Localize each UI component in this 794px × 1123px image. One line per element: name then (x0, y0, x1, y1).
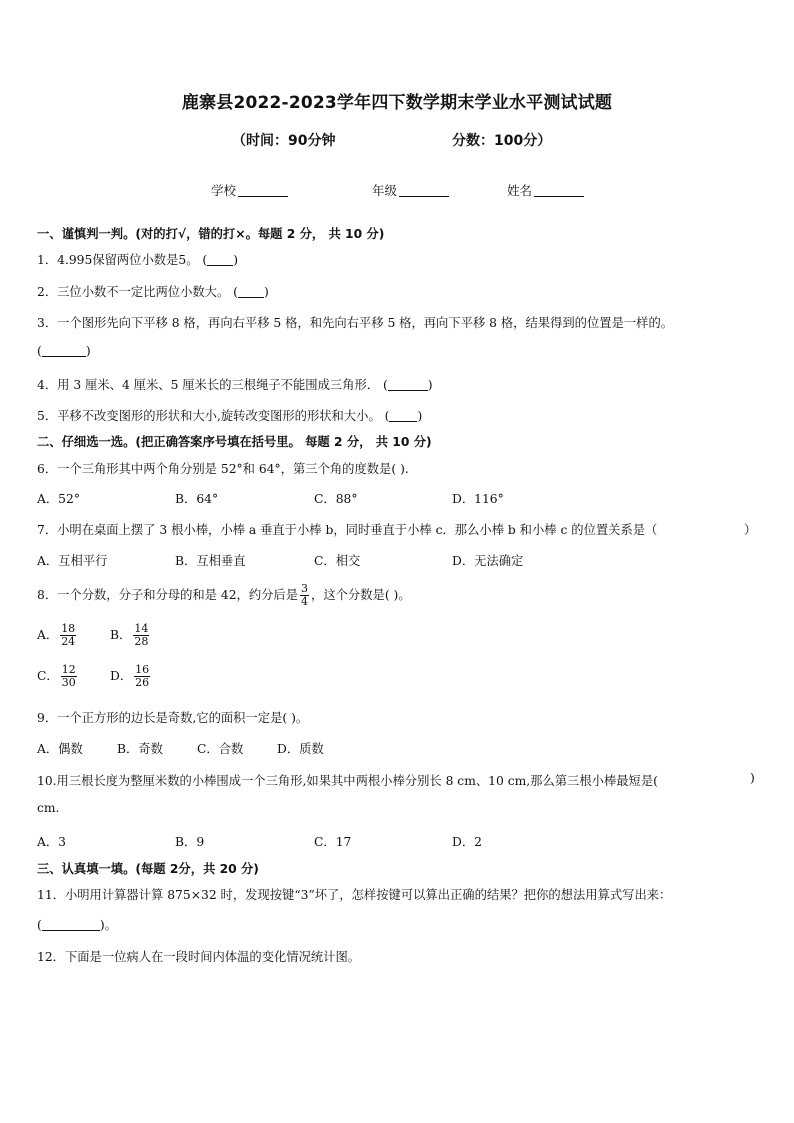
q7-option-c[interactable]: C．相交 (314, 554, 361, 568)
question-8-text-a: 8．一个分数，分子和分母的和是 42，约分后是 (37, 588, 299, 602)
question-2 (37, 282, 269, 300)
q9-option-a[interactable]: A．偶数 (37, 742, 83, 756)
numerator: 14 (134, 622, 149, 635)
fraction (133, 623, 149, 648)
paren-close: )。 (99, 918, 117, 932)
q9-option-b[interactable]: B．奇数 (117, 742, 163, 756)
q8-option-d[interactable] (110, 664, 152, 689)
q6-option-d[interactable]: D．116° (452, 492, 504, 506)
q7-option-a[interactable]: A．互相平行 (37, 554, 108, 568)
paren-open: ( (37, 344, 42, 358)
q8-option-a[interactable] (37, 623, 78, 648)
grade-label: 年级 (372, 183, 398, 198)
section-2-heading: 二、仔细选一选。(把正确答案序号填在括号里。 每题 2 分， 共 10 分) (37, 435, 432, 449)
q10-option-c[interactable]: C．17 (314, 835, 352, 849)
denominator: 30 (61, 676, 76, 689)
paren-close: ) (85, 344, 91, 358)
option-label: D． (110, 669, 133, 683)
numerator: 12 (61, 663, 76, 676)
question-10-end: ) (750, 771, 755, 785)
section-1-heading: 一、谨慎判一判。(对的打√，错的打×。每题 2 分， 共 10 分) (37, 227, 385, 241)
paren-open: ( (37, 918, 42, 932)
question-8 (37, 583, 411, 608)
question-11: 11．小明用计算器计算 875×32 时，发现按键“3”坏了，怎样按键可以算出正确的结果？把你的想法用算式写出来： (37, 888, 672, 902)
fraction (61, 664, 77, 689)
name-label: 姓名 (507, 183, 533, 198)
q9-option-d[interactable]: D．质数 (277, 742, 324, 756)
numerator: 16 (135, 663, 150, 676)
answer-blank[interactable] (389, 410, 417, 422)
answer-blank[interactable] (42, 345, 86, 357)
question-12: 12．下面是一位病人在一段时间内体温的变化情况统计图。 (37, 950, 361, 964)
denominator: 4 (301, 595, 309, 608)
q8-option-b[interactable] (110, 623, 151, 648)
question-1-text: 1．4.995保留两位小数是5。 ( (37, 253, 208, 267)
question-4 (37, 375, 433, 393)
grade-field (372, 181, 449, 199)
question-11-answer (37, 915, 117, 933)
question-3: 3．一个图形先向下平移 8 格，再向右平移 5 格，和先向右平移 5 格，再向下平移 8 格，结果得到的位置是一样的。 (37, 316, 674, 330)
answer-blank[interactable] (388, 379, 428, 391)
question-5 (37, 406, 422, 424)
option-label: B． (110, 628, 132, 642)
question-2-end: ) (263, 285, 269, 299)
q10-option-a[interactable]: A．3 (37, 835, 67, 849)
question-10: 10.用三根长度为整厘米数的小棒围成一个三角形,如果其中两根小棒分别长 8 cm、10 cm,那么第三根小棒最短是( (37, 774, 658, 788)
question-7: 7．小明在桌面上摆了 3 根小棒，小棒 a 垂直于小棒 b，同时垂直于小棒 c．那么小棒 b 和小棒 c 的位置关系是（ (37, 523, 658, 537)
school-blank[interactable] (238, 184, 288, 197)
q10-option-b[interactable]: B．9 (175, 835, 205, 849)
q8-option-c[interactable] (37, 664, 79, 689)
exam-time: （时间：90分钟 (232, 133, 336, 149)
q9-option-c[interactable]: C．合数 (197, 742, 244, 756)
question-1 (37, 250, 238, 268)
fraction (134, 664, 150, 689)
option-label: A． (37, 628, 59, 642)
name-blank[interactable] (534, 184, 584, 197)
question-4-end: ) (427, 378, 433, 392)
answer-blank[interactable] (238, 286, 264, 298)
question-8-text-b: ，这个分数是( )。 (311, 588, 411, 602)
answer-blank[interactable] (207, 254, 233, 266)
q10-option-d[interactable]: D．2 (452, 835, 482, 849)
school-label: 学校 (211, 183, 237, 198)
denominator: 28 (134, 635, 149, 648)
name-field (507, 181, 584, 199)
question-1-end: ) (233, 253, 239, 267)
question-5-end: ) (417, 409, 423, 423)
exam-score: 分数：100分） (452, 133, 552, 149)
denominator: 26 (135, 676, 150, 689)
question-9: 9．一个正方形的边长是奇数,它的面积一定是( )。 (37, 711, 309, 725)
numerator: 3 (301, 582, 309, 595)
q7-option-b[interactable]: B．互相垂直 (175, 554, 246, 568)
numerator: 18 (61, 622, 76, 635)
school-field (211, 181, 288, 199)
question-4-text: 4．用 3 厘米、4 厘米、5 厘米长的三根绳子不能围成三角形． ( (37, 378, 388, 392)
q7-option-d[interactable]: D．无法确定 (452, 554, 524, 568)
option-label: C． (37, 669, 59, 683)
question-7-end: ） (744, 523, 757, 537)
answer-blank[interactable] (42, 919, 100, 931)
fraction (300, 583, 309, 608)
q6-option-c[interactable]: C．88° (314, 492, 358, 506)
fraction (60, 623, 76, 648)
grade-blank[interactable] (399, 184, 449, 197)
q6-option-a[interactable]: A．52° (37, 492, 80, 506)
section-3-heading: 三、认真填一填。(每题 2分，共 20 分) (37, 862, 259, 876)
question-5-text: 5．平移不改变图形的形状和大小,旋转改变图形的形状和大小。 ( (37, 409, 390, 423)
page-title: 鹿寨县2022-2023学年四下数学期末学业水平测试试题 (181, 93, 613, 113)
question-2-text: 2．三位小数不一定比两位小数大。 ( (37, 285, 238, 299)
denominator: 24 (61, 635, 76, 648)
q6-option-b[interactable]: B．64° (175, 492, 219, 506)
question-3-answer (37, 344, 91, 358)
question-6: 6．一个三角形其中两个角分别是 52°和 64°，第三个角的度数是( ). (37, 462, 409, 476)
question-10-cont: cm. (37, 801, 60, 815)
